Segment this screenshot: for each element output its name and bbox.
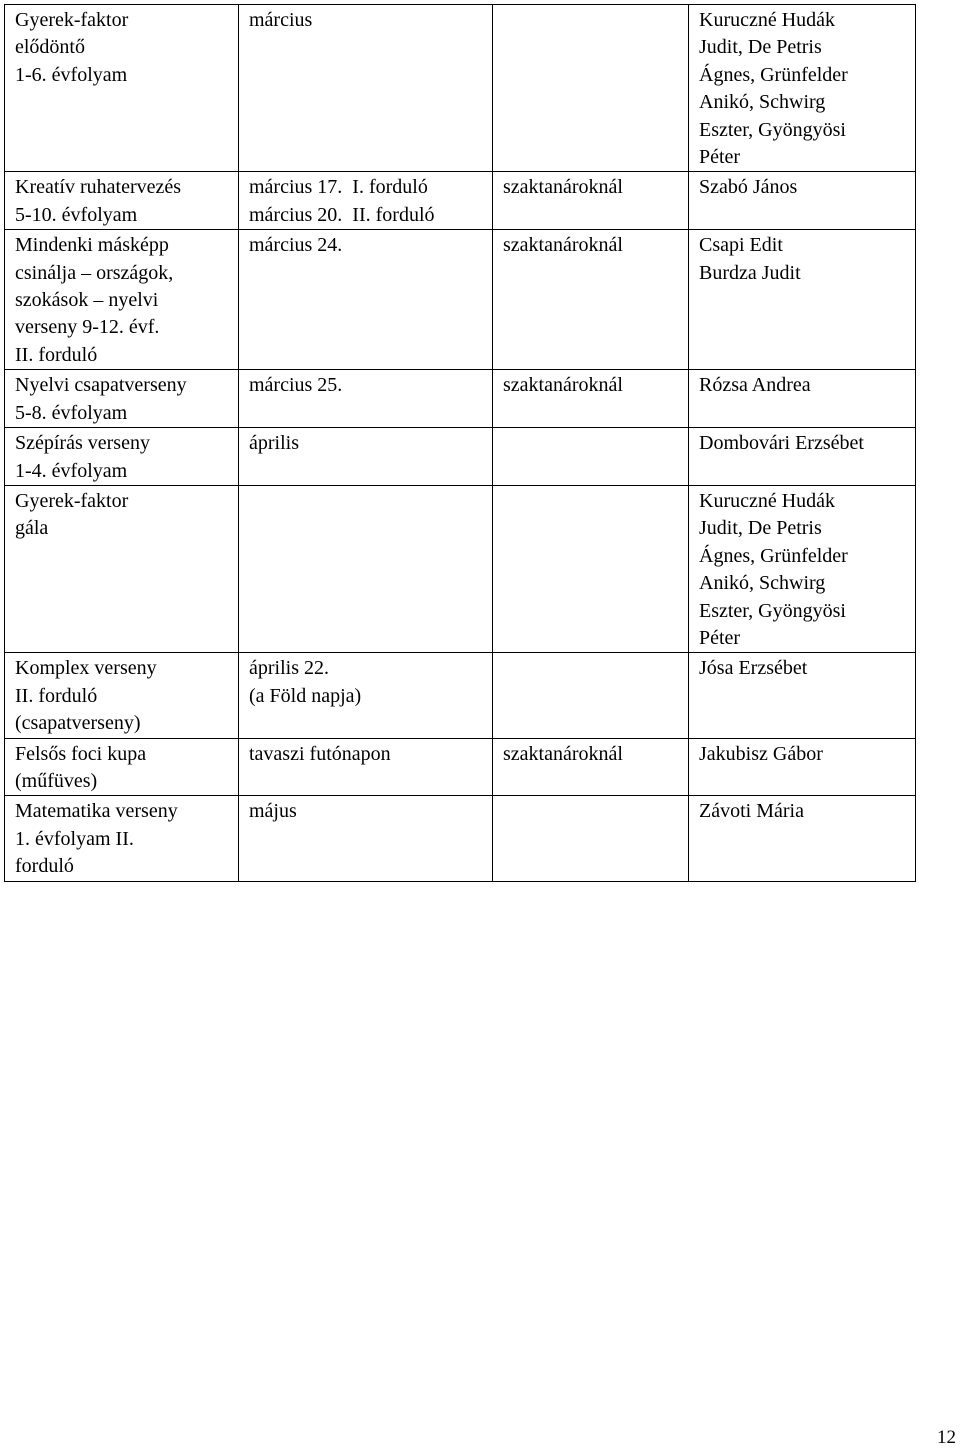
event-line: Gyerek-faktor bbox=[15, 489, 129, 512]
responsible-line: Kuruczné Hudák bbox=[699, 9, 836, 31]
table-row bbox=[5, 5, 916, 172]
date-line: tavaszi futónapon bbox=[249, 742, 391, 765]
location-line: szaktanároknál bbox=[503, 742, 623, 765]
date-cell bbox=[239, 653, 493, 738]
date-line: március 25. bbox=[249, 374, 343, 397]
location-line: szaktanároknál bbox=[503, 234, 623, 257]
date-cell bbox=[239, 172, 493, 230]
event-cell bbox=[5, 796, 239, 881]
event-cell bbox=[5, 172, 239, 230]
date-line: április 22. bbox=[249, 657, 329, 680]
event-line: 1. évfolyam II. bbox=[15, 827, 134, 850]
responsible-line: Eszter, Gyöngyösi bbox=[699, 118, 846, 141]
schedule-table bbox=[4, 4, 916, 882]
location-cell bbox=[493, 485, 689, 652]
event-cell bbox=[5, 428, 239, 486]
responsible-line: Szabó János bbox=[699, 176, 798, 199]
date-cell bbox=[239, 485, 493, 652]
event-line: II. forduló bbox=[15, 684, 98, 707]
event-cell bbox=[5, 738, 239, 796]
date-line: április bbox=[249, 432, 299, 455]
table-row bbox=[5, 230, 916, 370]
event-line: Matematika verseny bbox=[15, 800, 178, 823]
event-line: Gyerek-faktor bbox=[15, 9, 129, 31]
location-cell bbox=[493, 172, 689, 230]
location-cell bbox=[493, 370, 689, 428]
date-line: március 20. II. forduló bbox=[249, 203, 435, 226]
responsible-line: Judit, De Petris bbox=[699, 36, 822, 59]
event-line: 5-8. évfolyam bbox=[15, 401, 128, 424]
location-cell bbox=[493, 5, 689, 172]
responsible-cell bbox=[689, 172, 916, 230]
responsible-cell bbox=[689, 428, 916, 486]
location-line: szaktanároknál bbox=[503, 176, 623, 199]
responsible-cell bbox=[689, 653, 916, 738]
date-line: (a Föld napja) bbox=[249, 684, 362, 707]
event-line: II. forduló bbox=[15, 343, 98, 366]
event-cell bbox=[5, 485, 239, 652]
date-cell bbox=[239, 5, 493, 172]
date-cell bbox=[239, 738, 493, 796]
date-cell bbox=[239, 796, 493, 881]
event-line: Nyelvi csapatverseny bbox=[15, 374, 187, 397]
responsible-cell bbox=[689, 796, 916, 881]
date-line: március bbox=[249, 9, 313, 31]
location-cell bbox=[493, 738, 689, 796]
responsible-line: Dombovári Erzsébet bbox=[699, 432, 864, 455]
event-line: elődöntő bbox=[15, 36, 85, 59]
table-row bbox=[5, 370, 916, 428]
responsible-line: Judit, De Petris bbox=[699, 517, 822, 540]
event-cell bbox=[5, 5, 239, 172]
event-cell bbox=[5, 653, 239, 738]
location-cell bbox=[493, 230, 689, 370]
responsible-line: Burdza Judit bbox=[699, 261, 801, 284]
event-line: 1-4. évfolyam bbox=[15, 459, 128, 482]
event-cell bbox=[5, 230, 239, 370]
event-line: Kreatív ruhatervezés bbox=[15, 176, 182, 199]
location-cell bbox=[493, 796, 689, 881]
date-cell bbox=[239, 370, 493, 428]
table-row bbox=[5, 796, 916, 881]
event-line: Szépírás verseny bbox=[15, 432, 150, 455]
event-line: csinálja – országok, bbox=[15, 261, 174, 284]
page-number: 12 bbox=[937, 1427, 956, 1448]
responsible-line: Ágnes, Grünfelder bbox=[699, 63, 848, 86]
event-line: forduló bbox=[15, 855, 74, 878]
responsible-line: Péter bbox=[699, 146, 741, 169]
table-row bbox=[5, 172, 916, 230]
event-line: (csapatverseny) bbox=[15, 712, 141, 735]
location-line: szaktanároknál bbox=[503, 374, 623, 397]
responsible-cell bbox=[689, 230, 916, 370]
responsible-line: Anikó, Schwirg bbox=[699, 572, 826, 595]
event-line: 1-6. évfolyam bbox=[15, 63, 128, 86]
location-cell bbox=[493, 428, 689, 486]
responsible-line: Péter bbox=[699, 626, 741, 649]
event-line: gála bbox=[15, 517, 49, 540]
event-line: Felsős foci kupa bbox=[15, 742, 147, 765]
table-row bbox=[5, 428, 916, 486]
event-cell bbox=[5, 370, 239, 428]
event-line: (műfüves) bbox=[15, 769, 98, 792]
table-row bbox=[5, 653, 916, 738]
date-cell bbox=[239, 428, 493, 486]
schedule-body bbox=[5, 5, 916, 882]
responsible-cell bbox=[689, 5, 916, 172]
responsible-cell bbox=[689, 370, 916, 428]
responsible-line: Csapi Edit bbox=[699, 234, 783, 257]
table-row bbox=[5, 738, 916, 796]
responsible-line: Jósa Erzsébet bbox=[699, 657, 808, 680]
event-line: verseny 9-12. évf. bbox=[15, 316, 160, 339]
date-line: május bbox=[249, 800, 297, 823]
responsible-line: Kuruczné Hudák bbox=[699, 489, 836, 512]
responsible-line: Rózsa Andrea bbox=[699, 374, 811, 397]
date-cell bbox=[239, 230, 493, 370]
event-line: 5-10. évfolyam bbox=[15, 203, 138, 226]
date-line: március 24. bbox=[249, 234, 343, 257]
responsible-line: Anikó, Schwirg bbox=[699, 91, 826, 114]
event-line: szokások – nyelvi bbox=[15, 289, 159, 312]
responsible-line: Eszter, Gyöngyösi bbox=[699, 599, 846, 622]
responsible-cell bbox=[689, 485, 916, 652]
event-line: Mindenki másképp bbox=[15, 234, 169, 257]
date-line: március 17. I. forduló bbox=[249, 176, 428, 199]
location-cell bbox=[493, 653, 689, 738]
event-line: Komplex verseny bbox=[15, 657, 157, 680]
responsible-line: Ágnes, Grünfelder bbox=[699, 544, 848, 567]
responsible-line: Jakubisz Gábor bbox=[699, 742, 823, 765]
responsible-line: Závoti Mária bbox=[699, 800, 804, 823]
table-row bbox=[5, 485, 916, 652]
responsible-cell bbox=[689, 738, 916, 796]
